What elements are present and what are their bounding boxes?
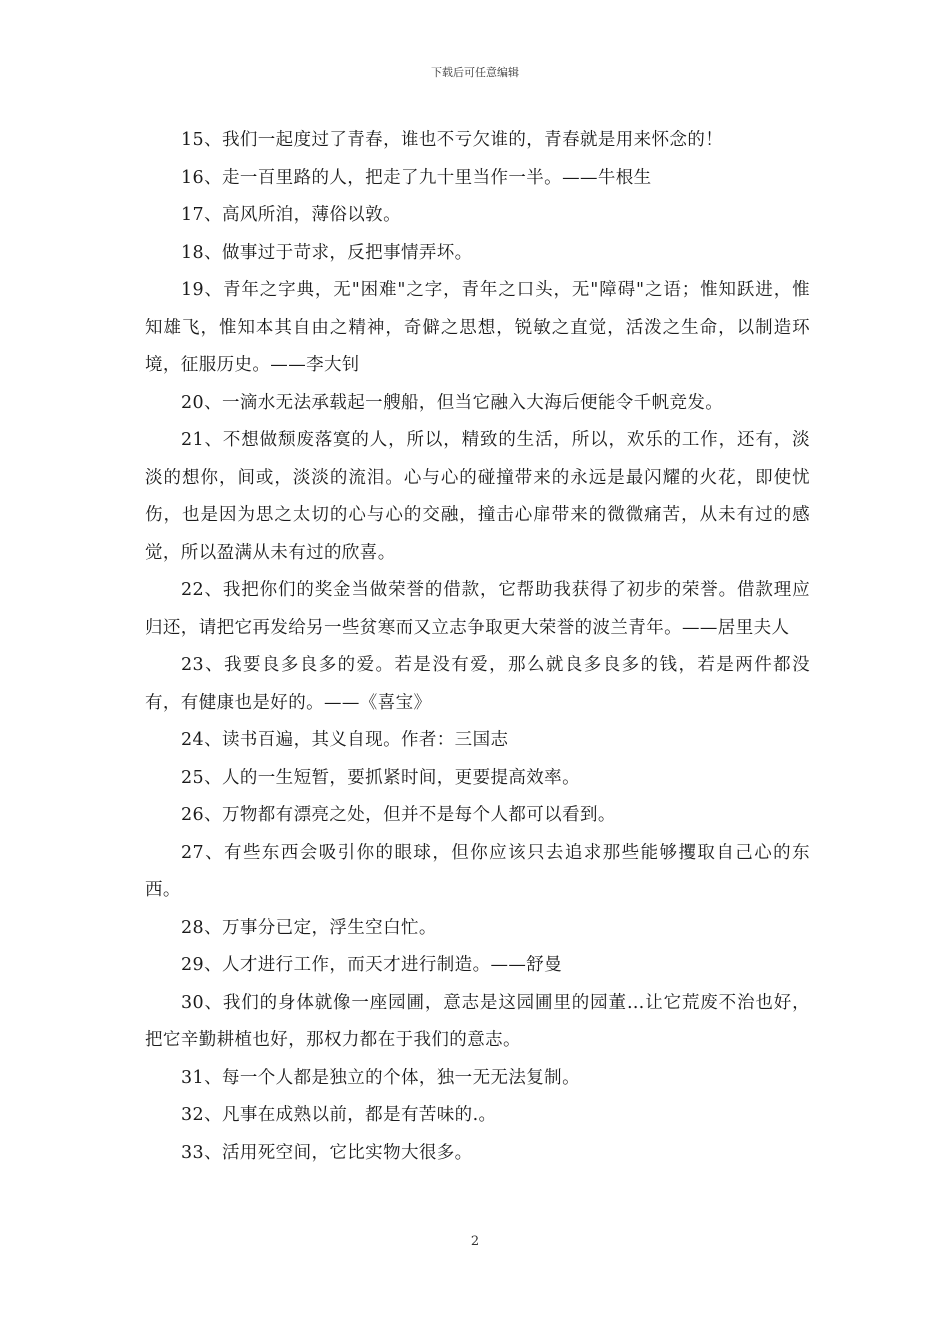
quote-paragraph: 24、读书百遍，其义自现。作者：三国志	[181, 730, 509, 750]
page-header: 下载后可任意编辑	[431, 66, 519, 79]
quote-paragraph: 28、万事分已定，浮生空白忙。	[181, 917, 437, 938]
quote-paragraph: 33、活用死空间，它比实物大很多。	[181, 1142, 473, 1163]
quote-paragraph: 29、人才进行工作，而天才进行制造。——舒曼	[181, 955, 563, 975]
document-body	[145, 122, 810, 1172]
quote-paragraph: 17、高风所洎，薄俗以敦。	[181, 205, 401, 225]
quote-paragraph: 25、人的一生短暂，要抓紧时间，更要提高效率。	[181, 767, 580, 788]
quote-paragraph: 18、做事过于苛求，反把事情弄坏。	[181, 242, 473, 263]
quote-paragraph: 15、我们一起度过了青春，谁也不亏欠谁的，青春就是用来怀念的！	[181, 130, 724, 150]
quote-paragraph: 31、每一个人都是独立的个体，独一无无法复制。	[181, 1067, 580, 1088]
quote-paragraph: 16、走一百里路的人，把走了九十里当作一半。——牛根生	[181, 167, 652, 188]
quote-paragraph: 30、我们的身体就像一座园圃，意志是这园圃里的园董…让它荒废不治也好，把它辛勤耕植也好，那权力都在于我们的意志。	[145, 992, 810, 1050]
quote-paragraph: 21、不想做颓废落寞的人，所以，精致的生活，所以，欢乐的工作，还有，淡淡的想你，间或，淡淡的流泪。心与心的碰撞带来的永远是最闪耀的火花，即使忧伤，也是因为思之太切的心与心的交融，撞击心扉带来的微微痛苦，从未有过的感觉，所以盈满从未有过的欣喜。	[145, 430, 810, 563]
page-number: 2	[470, 1234, 480, 1249]
quote-paragraph: 32、凡事在成熟以前，都是有苦味的.。	[181, 1105, 497, 1125]
quote-paragraph: 20、一滴水无法承载起一艘船，但当它融入大海后便能令千帆竞发。	[181, 392, 724, 413]
quote-paragraph: 23、我要良多良多的爱。若是没有爱，那么就良多良多的钱，若是两件都没有，有健康也是好的。——《喜宝》	[145, 655, 810, 713]
quote-paragraph: 19、青年之字典，无"困难"之字，青年之口头，无"障碍"之语；惟知跃进，惟知雄飞，惟知本其自由之精神，奇僻之思想，锐敏之直觉，活泼之生命，以制造环境，征服历史。——李大钊	[145, 280, 810, 375]
quote-paragraph: 27、有些东西会吸引你的眼球，但你应该只去追求那些能够攫取自己心的东西。	[145, 842, 810, 900]
quote-paragraph: 26、万物都有漂亮之处，但并不是每个人都可以看到。	[181, 805, 616, 825]
quote-paragraph: 22、我把你们的奖金当做荣誉的借款，它帮助我获得了初步的荣誉。借款理应归还，请把它再发给另一些贫寒而又立志争取更大荣誉的波兰青年。——居里夫人	[145, 580, 810, 638]
